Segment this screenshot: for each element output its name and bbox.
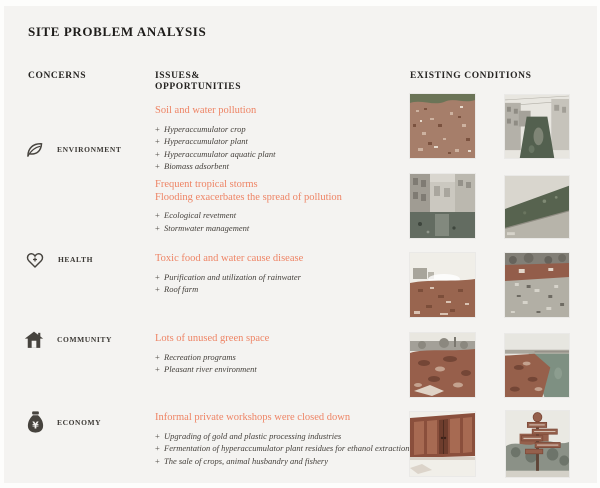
section-item: + Stormwater management <box>155 222 415 235</box>
section-heading: Lots of unused green space <box>155 333 270 344</box>
section-item-list <box>155 209 415 234</box>
page-title: SITE PROBLEM ANALYSIS <box>28 24 207 39</box>
photo-riverbank <box>505 334 569 397</box>
concern-label: ECONOMY <box>57 417 102 427</box>
column-header-issues-line2: OPPORTUNITIES <box>155 82 242 92</box>
concern-environment <box>24 139 122 160</box>
section-heading: Toxic food and water cause disease <box>155 253 304 264</box>
photo-polluted-canal <box>505 95 569 158</box>
column-header-existing-conditions: EXISTING CONDITIONS <box>410 71 532 81</box>
section-item: + Hyperaccumulator plant <box>155 135 415 148</box>
concern-label: ENVIRONMENT <box>57 145 122 154</box>
photo-street-signpost <box>506 411 569 477</box>
concern-economy <box>27 411 101 433</box>
section-item: + Ecological revetment <box>155 209 415 222</box>
section-heading <box>155 179 415 204</box>
section-item: + Fermentation of hyperaccumulator plant residues for ethanol extraction <box>155 442 415 455</box>
section-item: + Purification and utilization of rainwater <box>155 271 415 284</box>
photo-overgrown-green-space <box>410 333 475 397</box>
section-closed-workshops <box>155 412 415 467</box>
photo-flooded-street <box>410 174 475 238</box>
section-item: + Roof farm <box>155 283 415 296</box>
section-unused-green-space <box>155 333 415 376</box>
column-header-issues-line1: ISSUES& <box>155 71 200 81</box>
section-item: + Pleasant river environment <box>155 363 415 376</box>
section-item-list <box>155 123 415 173</box>
section-soil-water-pollution <box>155 105 415 173</box>
heart-cross-icon <box>25 250 45 269</box>
section-heading: Informal private workshops were closed down <box>155 412 351 423</box>
money-bag-icon <box>27 411 44 433</box>
section-item: + The sale of crops, animal husbandry and fishery <box>155 455 415 468</box>
section-heading: Soil and water pollution <box>155 105 257 116</box>
concern-label: COMMUNITY <box>57 335 112 344</box>
section-item-list <box>155 271 415 296</box>
section-item: + Upgrading of gold and plastic processing industries <box>155 430 415 443</box>
photo-vacant-field <box>410 253 475 317</box>
section-heading-line1: Frequent tropical storms <box>155 179 258 190</box>
section-toxic-food-water <box>155 253 415 296</box>
leaf-icon <box>24 139 45 160</box>
house-icon <box>24 330 44 349</box>
svg-text:¥: ¥ <box>32 420 39 432</box>
section-item: + Hyperaccumulator aquatic plant <box>155 148 415 161</box>
column-header-issues <box>155 71 241 93</box>
section-item: + Hyperaccumulator crop <box>155 123 415 136</box>
section-item: + Recreation programs <box>155 351 415 364</box>
section-item-list <box>155 430 415 468</box>
section-heading-line2: Flooding exacerbates the spread of pollution <box>155 191 342 203</box>
section-item: + Biomass adsorbent <box>155 160 415 173</box>
concern-health <box>25 250 93 269</box>
photo-waste-dump <box>505 253 569 317</box>
photo-closed-workshop <box>410 412 475 476</box>
column-header-concerns: CONCERNS <box>28 71 87 81</box>
concern-community <box>24 330 112 349</box>
photo-soil-rubble <box>410 94 475 158</box>
section-item-list <box>155 351 415 376</box>
concern-label: HEALTH <box>58 255 94 264</box>
photo-canal-embankment <box>505 176 569 238</box>
section-tropical-storms <box>155 179 415 234</box>
